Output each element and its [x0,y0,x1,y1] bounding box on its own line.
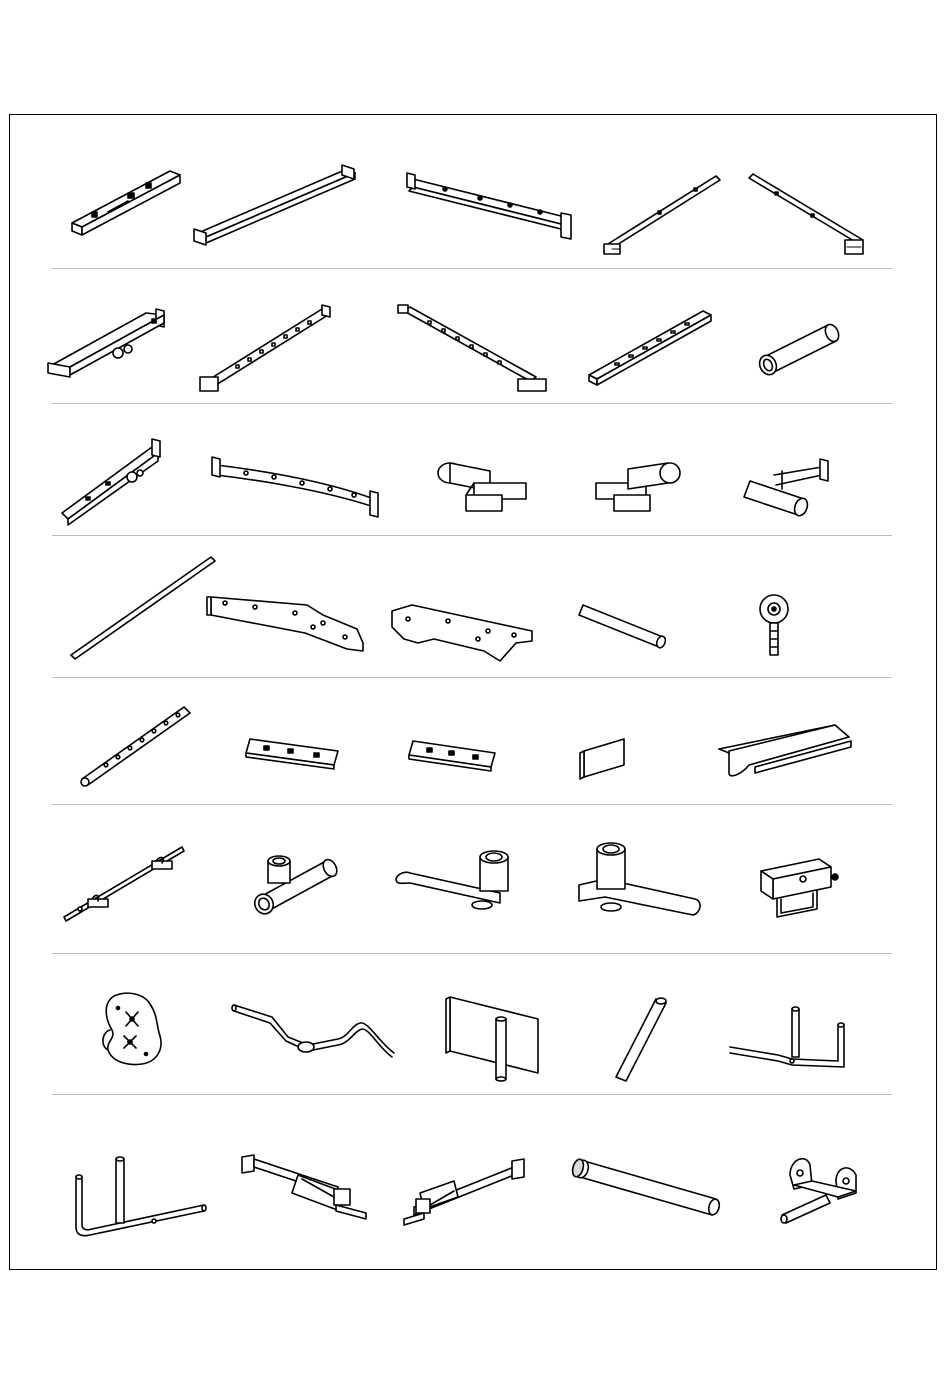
cross-beam-with-end-plates-icon [405,167,580,247]
diagonal-brace-right-icon [745,170,875,260]
pivot-arm-left-icon [390,843,520,923]
row-divider [52,403,892,404]
short-tube-icon [575,595,675,655]
tube-bracket-left-icon [430,455,530,520]
curved-rail-icon [210,453,385,523]
long-arm-with-brackets-icon [60,841,190,926]
frame-clamp-left-icon [238,1151,378,1223]
bent-handle-bar-icon [228,995,398,1065]
pan-cover-icon [715,723,855,783]
pivot-arm-right-icon [575,835,705,925]
carriage-with-handle-icon [755,855,840,925]
row-divider [52,268,892,269]
pad-plate-with-post-icon [440,993,552,1081]
hole-plate-b-icon [405,737,500,777]
row-divider [52,953,892,954]
diagonal-brace-left-icon [598,170,728,260]
u-post-handle-icon [726,999,851,1079]
straight-tube-icon [610,995,672,1085]
pulley-eyebolt-icon [752,593,812,663]
cam-plate-icon [98,990,170,1070]
long-tube-with-collar-icon [570,1153,725,1225]
slotted-flat-bar-icon [585,307,715,392]
long-diagonal-beam-icon [192,163,362,248]
row-divider [52,677,892,678]
long-rod-icon [65,551,225,666]
row-divider [52,535,892,536]
yoke-bracket-icon [776,1145,881,1225]
tube-bracket-right-icon [592,455,687,520]
adjustment-tube-icon [76,699,201,789]
side-plate-right-icon [388,603,538,665]
tube-sleeve-icon [752,313,847,383]
row-divider [52,804,892,805]
tube-with-mount-icon [740,453,840,523]
row-divider [52,1094,892,1095]
perforated-brace-left-icon [196,303,336,398]
double-post-bar-icon [70,1151,210,1246]
parts-sheet [9,114,937,1270]
main-rail-short-icon [68,165,188,240]
hole-plate-a-icon [242,735,342,775]
small-plate-icon [578,735,628,783]
perforated-brace-right-icon [398,303,558,398]
side-plate-left-icon [205,593,370,655]
pivot-tube-icon [246,845,341,925]
frame-clamp-right-icon [400,1151,535,1229]
seat-rail-frame-icon [46,305,176,385]
upright-with-bracket-icon [56,433,171,528]
